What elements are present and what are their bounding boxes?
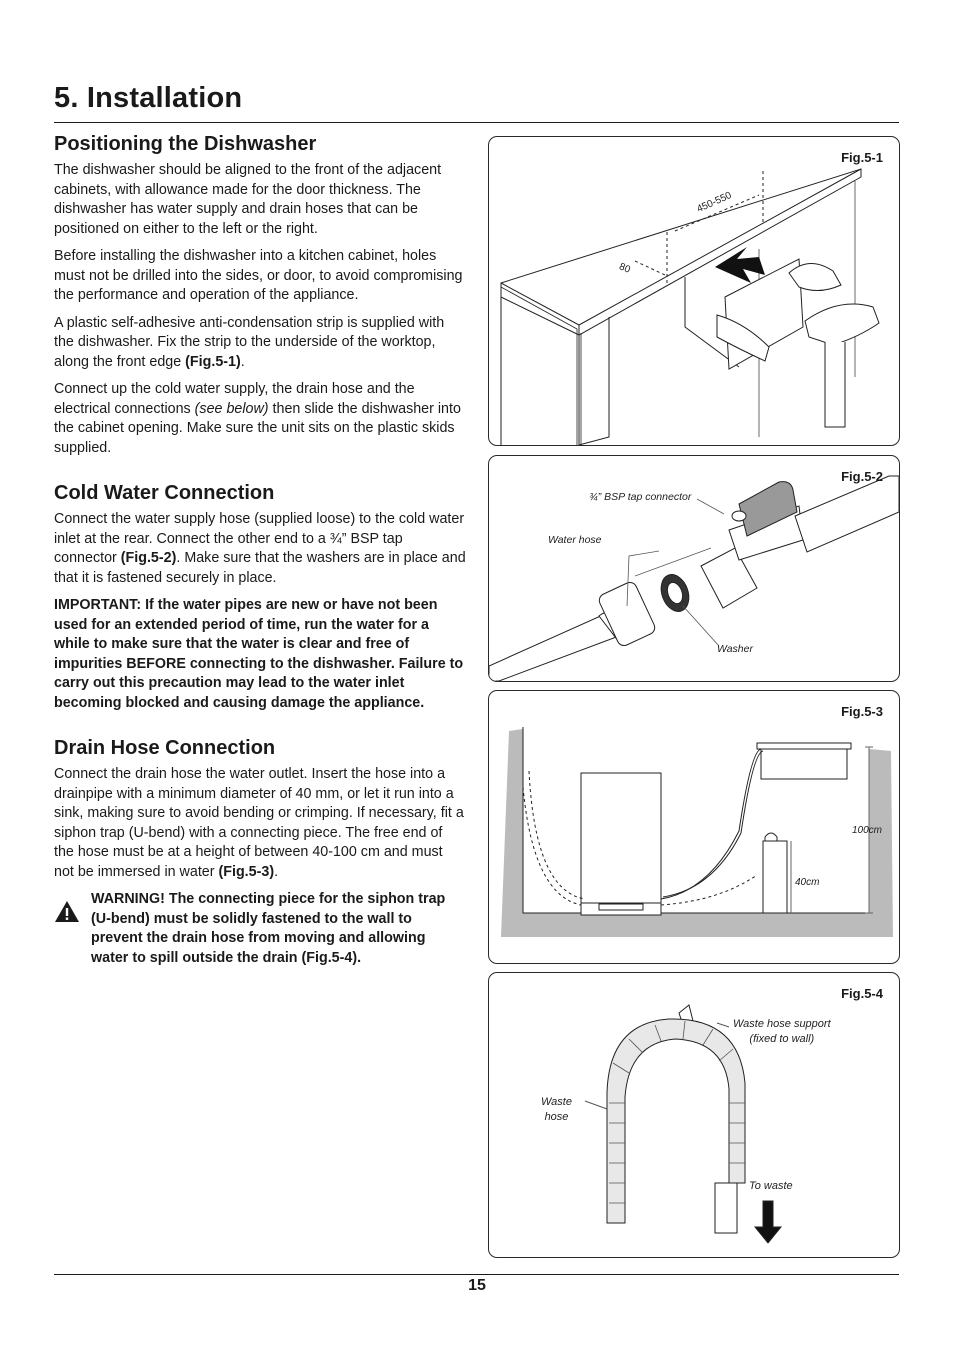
positioning-paragraph-3 [54,314,466,373]
height-100cm-label: 100cm [852,825,883,836]
page-number: 15 [468,1277,486,1294]
water-hose-caption: Water hose [548,534,602,546]
drain-heading: Drain Hose Connection [54,737,276,759]
figure-reference: (Fig.5-2) [120,550,177,566]
footer-divider [54,1274,899,1275]
text-run: connecting to the dishwasher. Failure to carry out this precaution may lead to the water inlet becoming blocked and causing damage the appliance. [54,655,464,711]
to-waste-caption: To waste [749,1180,793,1192]
waste-hose-caption [541,1095,572,1125]
cabinet-illustration [489,137,899,445]
figure-label: Fig.5-3 [841,704,883,719]
figure-5-2 [488,455,900,682]
see-below-note: (see below) [194,400,269,417]
drain-height-illustration [489,691,899,963]
waste-hose-caption-line-2: hose [544,1111,569,1123]
text-run: . [240,353,245,370]
waste-hose-caption-line-1: Waste [541,1096,572,1108]
important-label: IMPORTANT: [54,597,142,613]
warning-text: WARNING! The connecting piece for the siphon trap (U-bend) must be solidly fastened to the wall to prevent the drain hose from moving and allowing water to spill outside the drain (Fig.5-4). [91,891,446,966]
warning-block [54,890,466,968]
hose-support-caption-line-2: (fixed to wall) [749,1033,815,1045]
text-run: If the water pipes are new or have not been used for an extended period of time, run the water for a while to make sure that the water is clear and free of impurities [54,597,438,672]
text-run: Connect the drain hose the water outlet. Insert the hose into a drainpipe with a minimum diameter of 40 mm, or let it run into a sink, making sure to avoid bending or crimping. If necessary, fit a siphon trap (U-bend) with a connecting piece. The free end of the hose must be at a height of between 40-100 cm and must not be immersed in water [54,766,464,880]
drain-paragraph [54,765,466,882]
text-run: A plastic self-adhesive anti-condensation strip is supplied with the dishwasher. Fix the strip to the underside of the worktop, along the front edge [54,314,445,370]
figure-5-1 [488,136,900,446]
drain-section [54,735,466,968]
text-run: BEFORE [126,655,186,672]
text-run: . [274,863,279,880]
positioning-paragraph-4 [54,380,466,458]
cold-water-heading: Cold Water Connection [54,482,275,504]
hose-support-caption [733,1017,831,1047]
text-run: . Make sure that the washers are in place and that it is fastened securely in place. [54,550,466,586]
text-column [54,131,466,968]
washer-caption: Washer [717,643,753,655]
dimension-label: 450-550 [695,190,734,215]
hose-support-caption-line-1: Waste hose support [733,1018,831,1030]
figure-reference: (Fig.5-1) [185,353,241,370]
height-40cm-label: 40cm [795,877,820,888]
tap-connector-illustration [489,456,899,681]
positioning-heading: Positioning the Dishwasher [54,133,317,155]
text-run: then slide the dishwasher into the cabinet opening. Make sure the unit sits on the plastic skids supplied. [54,400,461,456]
figure-label: Fig.5-4 [841,986,883,1001]
figure-5-4 [488,972,900,1258]
figure-reference: (Fig.5-3) [218,863,275,880]
title-divider [54,122,899,123]
important-notice [54,596,466,713]
figure-5-3 [488,690,900,964]
warning-triangle-icon [54,900,80,923]
figure-label: Fig.5-2 [841,469,883,484]
figure-label: Fig.5-1 [841,150,883,165]
text-run: Connect up the cold water supply, the drain hose and the electrical connections [54,381,415,417]
page-title: 5. Installation [54,82,243,114]
text-run: Connect the water supply hose (supplied loose) to the cold water inlet at the rear. Connect the other end to a ¾” BSP tap connector [54,511,465,566]
dimension-label: 80 [617,261,632,276]
tap-connector-caption: ¾” BSP tap connector [589,491,692,503]
cold-water-paragraph [54,510,466,588]
cold-water-section [54,480,466,713]
positioning-paragraph-1: The dishwasher should be aligned to the front of the adjacent cabinets, with allowance made for the door thickness. The dishwasher has water supply and drain hoses that can be positioned on either to the left or the right. [54,162,442,237]
positioning-paragraph-2: Before installing the dishwasher into a kitchen cabinet, holes must not be drilled into the sides, or door, to avoid compromising the performance and operation of the appliance. [54,248,463,303]
